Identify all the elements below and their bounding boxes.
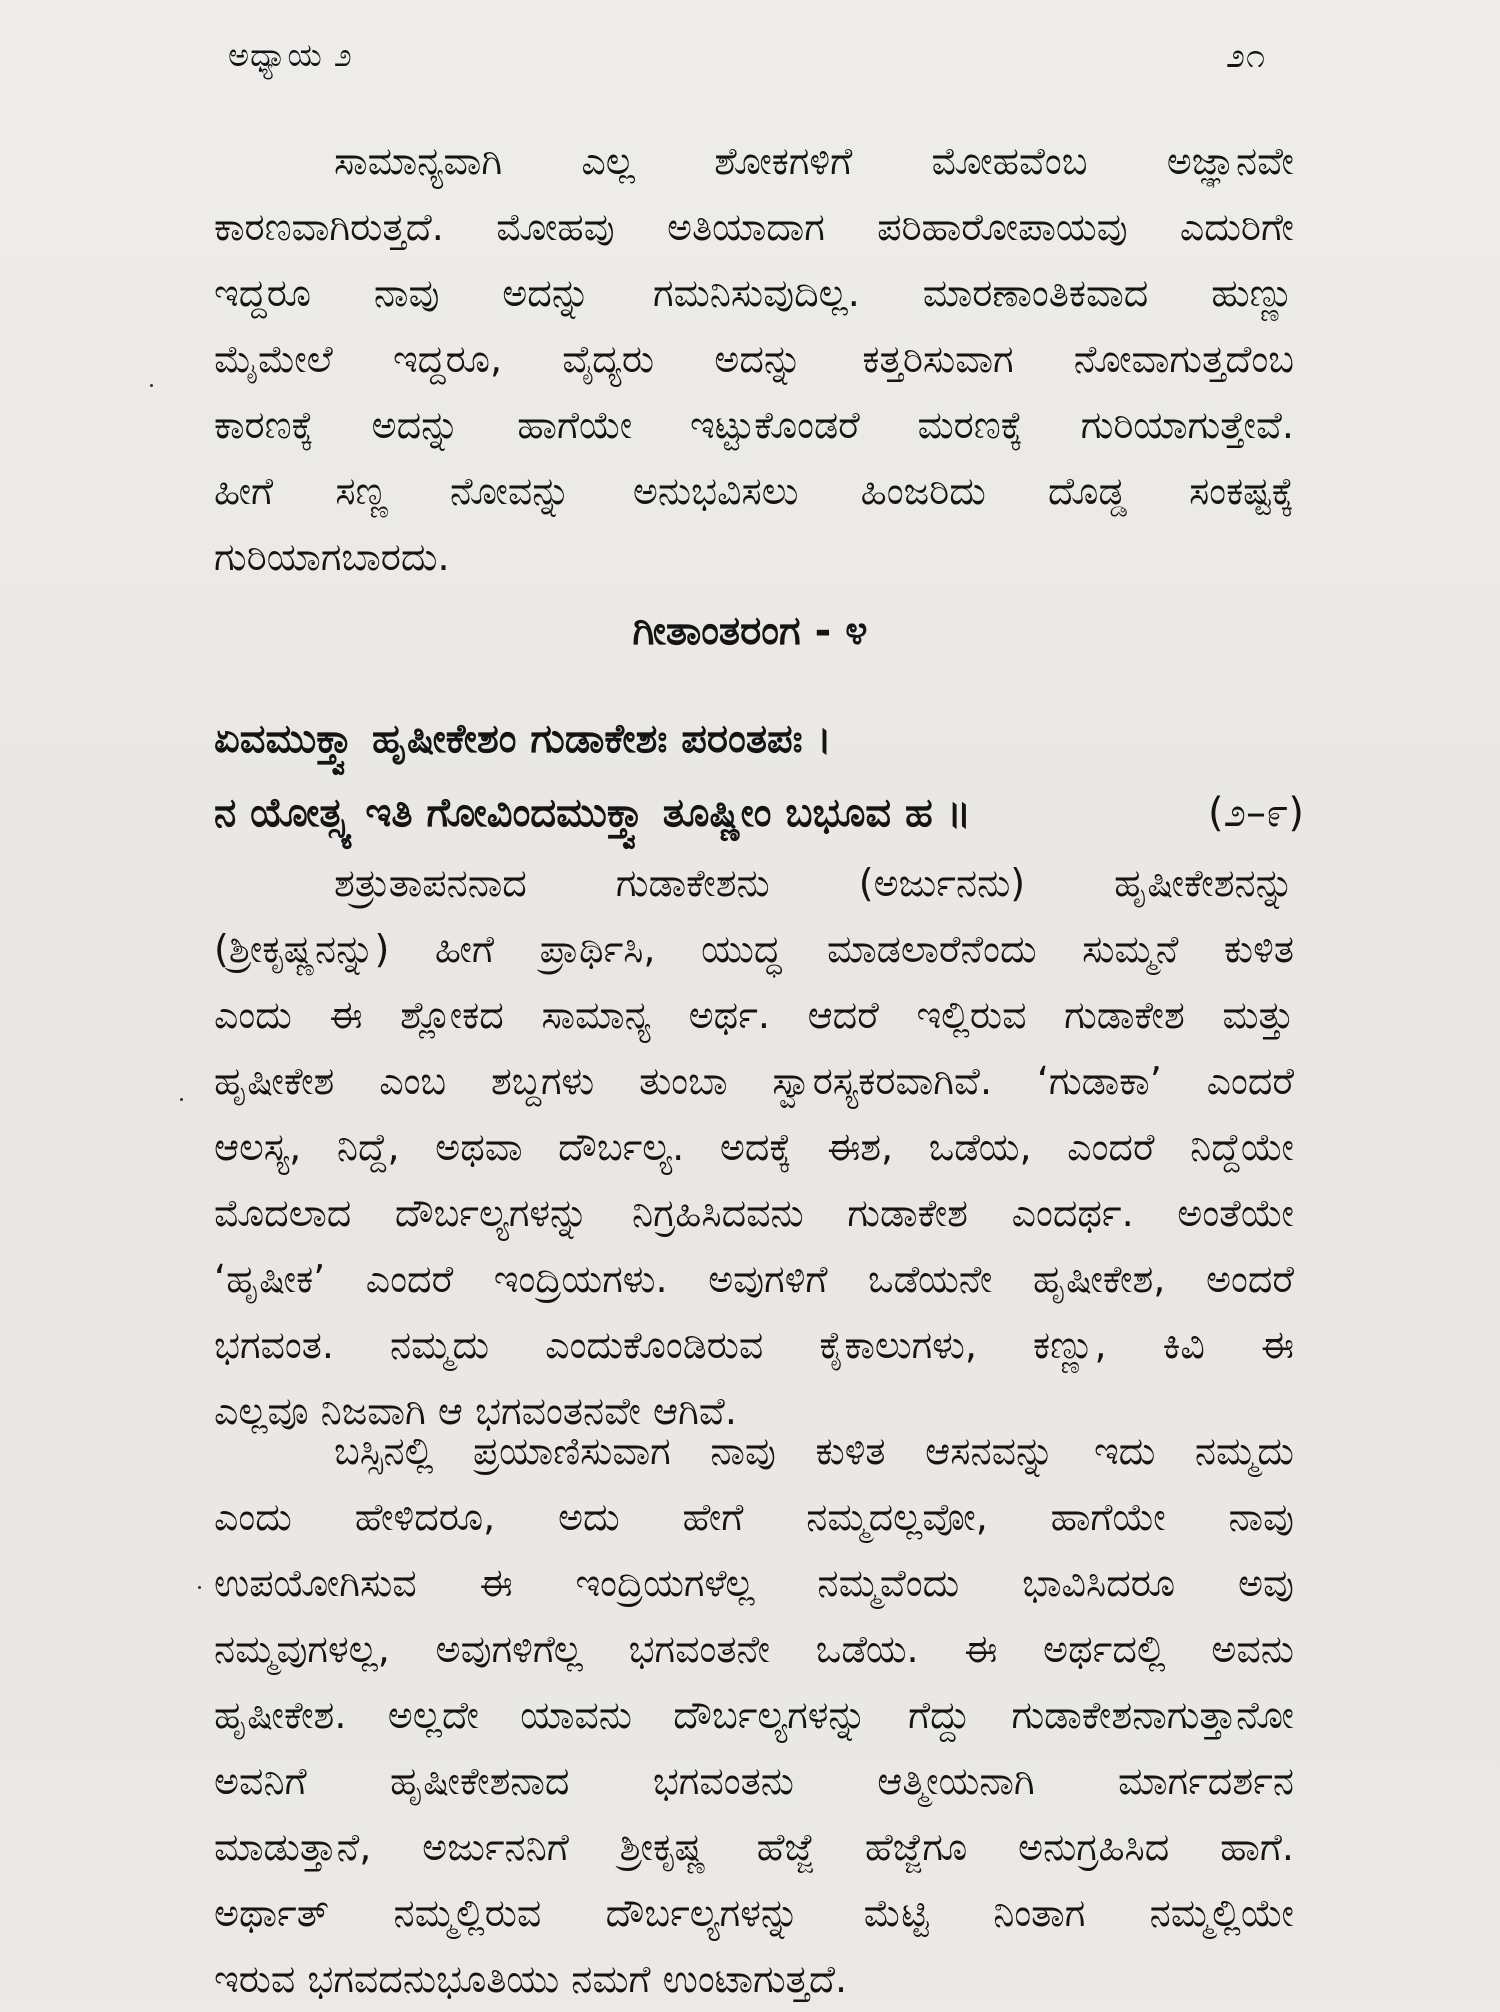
scan-speck [198, 1586, 201, 1589]
paragraph-line: ‘ಹೃಷೀಕ’ ಎಂದರೆ ಇಂದ್ರಿಯಗಳು. ಅವುಗಳಿಗೆ ಒಡೆಯನೇ ಹೃಷೀಕೇಶ, ಅಂದರೆ [214, 1257, 1294, 1301]
paragraph-line: ನಮ್ಮವುಗಳಲ್ಲ, ಅವುಗಳಿಗೆಲ್ಲ ಭಗವಂತನೇ ಒಡೆಯ. ಈ ಅರ್ಥದಲ್ಲಿ ಅವನು [214, 1627, 1294, 1671]
verse-block [214, 702, 1304, 850]
paragraph-line: ಎಂದು ಹೇಳಿದರೂ, ಅದು ಹೇಗೆ ನಮ್ಮದಲ್ಲವೋ, ಹಾಗೆಯೇ ನಾವು [214, 1495, 1294, 1539]
paragraph-line: ಇದ್ದರೂ ನಾವು ಅದನ್ನು ಗಮನಿಸುವುದಿಲ್ಲ. ಮಾರಣಾಂತಿಕವಾದ ಹುಣ್ಣು [214, 271, 1294, 315]
scan-speck [150, 384, 153, 387]
paragraph-line: ಇರುವ ಭಗವದನುಭೂತಿಯು ನಮಗೆ ಉಂಟಾಗುತ್ತದೆ. [214, 1957, 848, 2001]
paragraph-line: ಕಾರಣವಾಗಿರುತ್ತದೆ. ಮೋಹವು ಅತಿಯಾದಾಗ ಪರಿಹಾರೋಪಾಯವು ಎದುರಿಗೇ [214, 205, 1294, 249]
paragraph-line: ಸಾಮಾನ್ಯವಾಗಿ ಎಲ್ಲ ಶೋಕಗಳಿಗೆ ಮೋಹವೆಂಬ ಅಜ್ಞಾನವೇ [334, 139, 1294, 183]
paragraph-line: ಉಪಯೋಗಿಸುವ ಈ ಇಂದ್ರಿಯಗಳೆಲ್ಲ ನಮ್ಮವೆಂದು ಭಾವಿಸಿದರೂ ಅವು [214, 1561, 1294, 1605]
paragraph-line: ಹೀಗೆ ಸಣ್ಣ ನೋವನ್ನು ಅನುಭವಿಸಲು ಹಿಂಜರಿದು ದೊಡ್ಡ ಸಂಕಷ್ಟಕ್ಕೆ [214, 469, 1294, 513]
paragraph-line: ಶತ್ರುತಾಪನನಾದ ಗುಡಾಕೇಶನು (ಅರ್ಜುನನು) ಹೃಷೀಕೇಶನನ್ನು [334, 861, 1294, 905]
paragraph-line: ಆಲಸ್ಯ, ನಿದ್ದೆ, ಅಥವಾ ದೌರ್ಬಲ್ಯ. ಅದಕ್ಕೆ ಈಶ, ಒಡೆಯ, ಎಂದರೆ ನಿದ್ದೆಯೇ [214, 1125, 1294, 1169]
verse-reference: (೨–೯) [1207, 790, 1304, 836]
paragraph-line: ಬಸ್ಸಿನಲ್ಲಿ ಪ್ರಯಾಣಿಸುವಾಗ ನಾವು ಕುಳಿತ ಆಸನವನ್ನು ಇದು ನಮ್ಮದು [334, 1429, 1294, 1473]
scan-speck [180, 1098, 183, 1101]
paragraph-line: ಮಾಡುತ್ತಾನೆ, ಅರ್ಜುನನಿಗೆ ಶ್ರೀಕೃಷ್ಣ ಹೆಜ್ಜೆ ಹೆಜ್ಜೆಗೂ ಅನುಗ್ರಹಿಸಿದ ಹಾಗೆ. [214, 1825, 1294, 1869]
paragraph-line: ಮೈಮೇಲೆ ಇದ್ದರೂ, ವೈದ್ಯರು ಅದನ್ನು ಕತ್ತರಿಸುವಾಗ ನೋವಾಗುತ್ತದೆಂಬ [214, 337, 1294, 381]
paragraph-line: (ಶ್ರೀಕೃಷ್ಣನನ್ನು) ಹೀಗೆ ಪ್ರಾರ್ಥಿಸಿ, ಯುದ್ಧ ಮಾಡಲಾರೆನೆಂದು ಸುಮ್ಮನೆ ಕುಳಿತ [214, 927, 1294, 971]
paragraph-line: ಗುರಿಯಾಗಬಾರದು. [214, 535, 450, 579]
paragraph-3 [214, 1418, 1294, 2012]
verse-line-2-row [214, 776, 1304, 850]
verse-line-1: ಏವಮುಕ್ತ್ವಾ ಹೃಷೀಕೇಶಂ ಗುಡಾಕೇಶಃ ಪರಂತಪಃ । [214, 716, 832, 762]
paragraph-line: ಮೊದಲಾದ ದೌರ್ಬಲ್ಯಗಳನ್ನು ನಿಗ್ರಹಿಸಿದವನು ಗುಡಾಕೇಶ ಎಂದರ್ಥ. ಅಂತೆಯೇ [214, 1191, 1294, 1235]
chapter-header: ಅಧ್ಯಾಯ ೨ [228, 36, 353, 74]
paragraph-line: ಕಾರಣಕ್ಕೆ ಅದನ್ನು ಹಾಗೆಯೇ ಇಟ್ಟುಕೊಂಡರೆ ಮರಣಕ್ಕೆ ಗುರಿಯಾಗುತ್ತೇವೆ. [214, 403, 1294, 447]
paragraph-line: ಎಲ್ಲವೂ ನಿಜವಾಗಿ ಆ ಭಗವಂತನವೇ ಆಗಿವೆ. [214, 1389, 737, 1433]
paragraph-line: ಅರ್ಥಾತ್ ನಮ್ಮಲ್ಲಿರುವ ದೌರ್ಬಲ್ಯಗಳನ್ನು ಮೆಟ್ಟಿ ನಿಂತಾಗ ನಮ್ಮಲ್ಲಿಯೇ [214, 1891, 1294, 1935]
paragraph-line: ಹೃಷೀಕೇಶ. ಅಲ್ಲದೇ ಯಾವನು ದೌರ್ಬಲ್ಯಗಳನ್ನು ಗೆದ್ದು ಗುಡಾಕೇಶನಾಗುತ್ತಾನೋ [214, 1693, 1294, 1737]
verse-line-2: ನ ಯೋತ್ಸ್ಯ ಇತಿ ಗೋವಿಂದಮುಕ್ತ್ವಾ ತೂಷ್ಣೀಂ ಬಭೂವ ಹ ॥ [214, 790, 971, 836]
page-number: ೨೧ [1226, 36, 1267, 76]
paragraph-2 [214, 850, 1294, 1444]
paragraph-line: ಭಗವಂತ. ನಮ್ಮದು ಎಂದುಕೊಂಡಿರುವ ಕೈಕಾಲುಗಳು, ಕಣ್ಣು, ಕಿವಿ ಈ [214, 1323, 1294, 1367]
paragraph-line: ಅವನಿಗೆ ಹೃಷೀಕೇಶನಾದ ಭಗವಂತನು ಆತ್ಮೀಯನಾಗಿ ಮಾರ್ಗದರ್ಶನ [214, 1759, 1294, 1803]
paragraph-line: ಎಂದು ಈ ಶ್ಲೋಕದ ಸಾಮಾನ್ಯ ಅರ್ಥ. ಆದರೆ ಇಲ್ಲಿರುವ ಗುಡಾಕೇಶ ಮತ್ತು [214, 993, 1294, 1037]
paragraph-1 [214, 128, 1294, 590]
paragraph-line: ಹೃಷೀಕೇಶ ಎಂಬ ಶಬ್ದಗಳು ತುಂಬಾ ಸ್ವಾರಸ್ಯಕರವಾಗಿವೆ. ‘ಗುಡಾಕಾ’ ಎಂದರೆ [214, 1059, 1294, 1103]
section-title: ಗೀತಾಂತರಂಗ - ೪ [632, 608, 868, 654]
